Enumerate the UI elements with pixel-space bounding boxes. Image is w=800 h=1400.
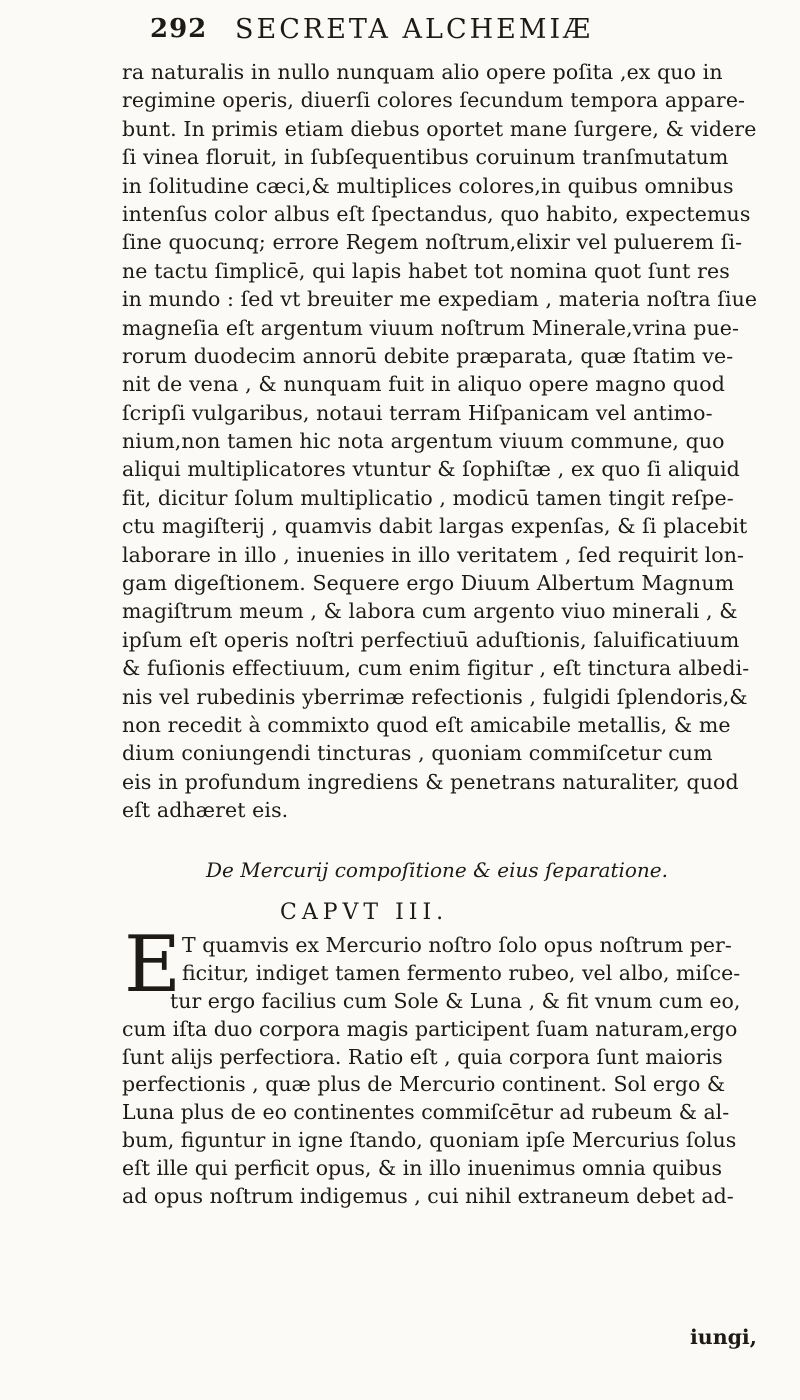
text-line: T quamvis ex Mercurio noſtro ſolo opus noſtrum per- <box>182 933 732 957</box>
text-line: perfectionis , quæ plus de Mercurio continent. Sol ergo & <box>122 1072 726 1097</box>
text-line: rorum duodecim annorū debite præparata, quæ ſtatim ve- <box>122 343 734 368</box>
text-line: nium,non tamen hic nota argentum viuum commune, quo <box>122 429 725 454</box>
text-line: bunt. In primis etiam diebus oportet mane ſurgere, & videre <box>122 116 757 141</box>
text-line: fit, dicitur ſolum multiplicatio , modicū tamen tingit reſpe- <box>122 485 734 510</box>
text-line: Luna plus de eo continentes commiſcētur ad rubeum & al- <box>122 1100 730 1125</box>
drop-cap: E <box>124 920 181 1010</box>
text-line: gam digeſtionem. Sequere ergo Diuum Albertum Magnum <box>122 571 735 596</box>
main-text <box>122 58 792 825</box>
text-line: eſt ille qui perficit opus, & in illo inuenimus omnia quibus <box>122 1156 723 1181</box>
text-line: ra naturalis in nullo nunquam alio opere poſita ,ex quo in <box>122 60 723 84</box>
text-line: dium coniungendi tincturas , quoniam commiſcetur cum <box>122 741 713 766</box>
text-line: & fuſionis effectiuum, cum enim figitur , eſt tinctura albedi- <box>122 656 750 681</box>
text-line: eis in profundum ingrediens & penetrans naturaliter, quod <box>122 769 739 794</box>
text-line: ne tactu ſimplicē, qui lapis habet tot nomina quot ſunt res <box>122 258 730 283</box>
text-line: ſcripſi vulgaribus, notaui terram Hiſpanicam vel antimo- <box>122 400 713 425</box>
running-head: SECRETA ALCHEMIÆ <box>235 14 594 45</box>
text-line: aliqui multiplicatores vtuntur & ſophiſtæ , ex quo ſi aliquid <box>122 457 740 482</box>
text-line: eſt adhæret eis. <box>122 798 289 823</box>
text-line: bum, figuntur in igne ſtando, quoniam ipſe Mercurius ſolus <box>122 1128 737 1153</box>
text-line: ſi vinea floruit, in ſubſequentibus coruinum tranſmutatum <box>122 145 729 170</box>
text-line: cum iſta duo corpora magis participent ſuam naturam,ergo <box>122 1016 738 1041</box>
page-number: 292 <box>150 14 208 44</box>
chapter-heading: CAPVT III. <box>280 900 449 925</box>
text-line: intenſus color albus eſt ſpectandus, quo habito, expectemus <box>122 201 751 226</box>
text-line: magiſtrum meum , & labora cum argento viuo minerali , & <box>122 599 738 624</box>
text-line: tur ergo facilius cum Sole & Luna , & fit vnum cum eo, <box>170 988 741 1013</box>
text-line: regimine operis, diuerſi colores ſecundum tempora appare- <box>122 88 746 113</box>
text-line: laborare in illo , inuenies in illo veritatem , ſed requirit lon- <box>122 542 745 567</box>
catchword: iungi, <box>690 1325 757 1349</box>
text-line: ctu magiſterij , quamvis dabit largas expenſas, & ſi placebit <box>122 514 748 539</box>
text-line: non recedit à commixto quod eſt amicabile metallis, & me <box>122 712 731 737</box>
text-line: ipſum eſt operis noſtri perfectiuū aduſtionis, ſaluificatiuum <box>122 627 740 652</box>
text-line: in mundo : ſed vt breuiter me expediam , materia noſtra ſiue <box>122 287 758 312</box>
text-line: ad opus noſtrum indigemus , cui nihil extraneum debet ad- <box>122 1184 734 1209</box>
chapter-text <box>122 932 792 1211</box>
text-line: ſunt alijs perfectiora. Ratio eſt , quia corpora ſunt maioris <box>122 1044 723 1069</box>
text-line: magneſia eſt argentum viuum noſtrum Minerale,vrina pue- <box>122 315 740 340</box>
text-line: ficitur, indiget tamen fermento rubeo, vel albo, miſce- <box>182 960 741 985</box>
section-title: De Mercurij compoſitione & eius ſeparatione. <box>206 858 668 882</box>
text-line: ſine quocunq; errore Regem noſtrum,elixir vel puluerem ſi- <box>122 230 743 255</box>
text-line: in ſolitudine cæci,& multiplices colores,in quibus omnibus <box>122 173 734 198</box>
text-line: nis vel rubedinis yberrimæ refectionis , fulgidi ſplendoris,& <box>122 684 748 709</box>
page-header <box>150 14 790 54</box>
text-line: nit de vena , & nunquam fuit in aliquo opere magno quod <box>122 372 725 397</box>
